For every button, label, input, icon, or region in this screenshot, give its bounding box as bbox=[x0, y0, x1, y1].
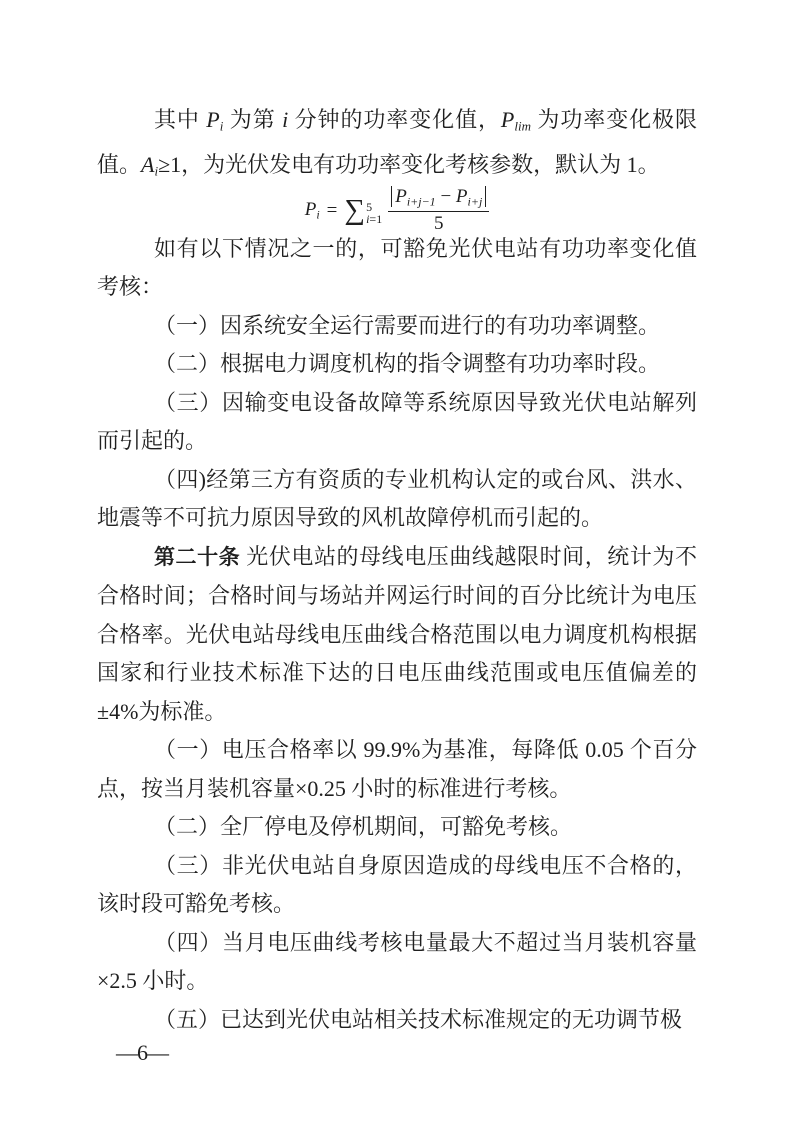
power-change-formula bbox=[97, 185, 697, 235]
paragraph-article20-item-1: （一）电压合格率以 99.9%为基准，每降低 0.05 个百分点，按当月装机容量×0.25 小时的标准进行考核。 bbox=[97, 737, 697, 801]
paragraph-article20-item-5: （五）已达到光伏电站相关技术标准规定的无功调节极 bbox=[154, 1006, 683, 1032]
formula-lhs: Pi bbox=[304, 199, 320, 222]
fraction bbox=[388, 186, 489, 235]
paragraph-formula-intro: 其中 Pi 为第 i 分钟的功率变化值，Plim 为功率变化极限值。Ai≥1，为光伏发电有功功率变化考核参数，默认为 1。 bbox=[97, 107, 697, 179]
paragraph-item-3: （三）因输变电设备故障等系统原因导致光伏电站解列而引起的。 bbox=[97, 389, 697, 454]
page-number: —6— bbox=[116, 1040, 168, 1065]
paragraph-article20-item-2: （二）全厂停电及停机期间，可豁免考核。 bbox=[154, 814, 573, 840]
absolute-value: Pi+j−1 − Pi+j bbox=[391, 186, 486, 207]
paragraph-item-2: （二）根据电力调度机构的指令调整有功功率时段。 bbox=[154, 351, 661, 377]
summation-limits bbox=[366, 201, 382, 225]
sigma-symbol: ∑ bbox=[344, 194, 366, 226]
upper-limit: 5 bbox=[366, 199, 373, 214]
equals-sign: = bbox=[326, 200, 338, 221]
paragraph-item-4: （四)经第三方有资质的专业机构认定的或台风、洪水、地震等不可抗力原因导致的风机故障停机而引起的。 bbox=[97, 466, 697, 531]
document-body bbox=[97, 101, 697, 1039]
paragraph-article20-item-4: （四）当月电压曲线考核电量最大不超过当月装机容量×2.5 小时。 bbox=[97, 929, 697, 994]
lower-limit: i=1 bbox=[366, 211, 383, 226]
denominator: 5 bbox=[433, 213, 444, 235]
paragraph-item-1: （一）因系统安全运行需要而进行的有功功率调整。 bbox=[154, 312, 661, 338]
numerator bbox=[388, 186, 489, 212]
paragraph-article20-item-3: （三）非光伏电站自身原因造成的母线电压不合格的，该时段可豁免考核。 bbox=[97, 852, 697, 917]
paragraph-article-20: 第二十条 光伏电站的母线电压曲线越限时间，统计为不合格时间；合格时间与场站并网运行时间的百分比统计为电压合格率。光伏电站母线电压曲线合格范围以电力调度机构根据国家和行业技术标准下达的日电压曲线范围或电压值偏差的±4%为标准。 bbox=[97, 543, 697, 724]
paragraph-exemption-intro: 如有以下情况之一的，可豁免光伏电站有功功率变化值考核： bbox=[97, 235, 697, 300]
summation bbox=[344, 196, 382, 225]
